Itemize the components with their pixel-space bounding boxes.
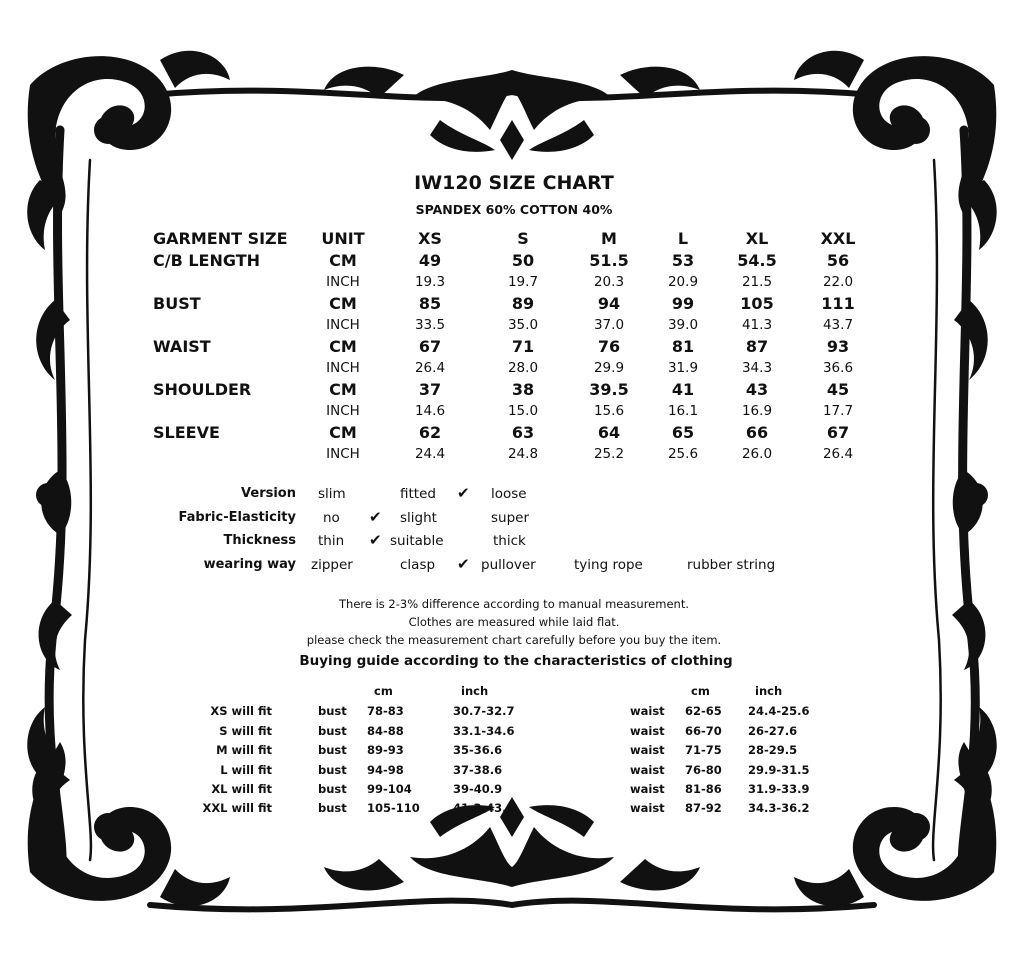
guide-waist-inch: 31.9-33.9 bbox=[748, 782, 810, 796]
unit-inch: INCH bbox=[326, 360, 360, 376]
guide-bust-label: bust bbox=[318, 763, 347, 777]
inch-value: 21.5 bbox=[741, 274, 773, 290]
unit-cm: CM bbox=[329, 380, 357, 399]
cm-value: 51.5 bbox=[589, 251, 629, 270]
inch-value: 36.6 bbox=[822, 360, 854, 376]
attribute-option: slight bbox=[400, 510, 437, 526]
attribute-option: no bbox=[323, 510, 340, 526]
cm-value: 43 bbox=[745, 380, 769, 399]
guide-bust-label: bust bbox=[318, 704, 347, 718]
inch-value: 39.0 bbox=[667, 317, 699, 333]
note-line: please check the measurement chart carefully before you buy the item. bbox=[306, 633, 722, 647]
inch-value: 28.0 bbox=[507, 360, 539, 376]
inch-value: 16.9 bbox=[741, 403, 773, 419]
guide-waist-cm: 66-70 bbox=[685, 724, 722, 738]
inch-value: 20.3 bbox=[593, 274, 625, 290]
unit-header: UNIT bbox=[321, 229, 365, 248]
inch-value: 17.7 bbox=[822, 403, 854, 419]
guide-waist-inch: 34.3-36.2 bbox=[748, 801, 810, 815]
attribute-option: loose bbox=[491, 486, 527, 502]
note-line: Clothes are measured while laid flat. bbox=[408, 615, 620, 629]
unit-inch: INCH bbox=[326, 274, 360, 290]
unit-cm: CM bbox=[329, 251, 357, 270]
check-icon: ✔ bbox=[369, 531, 382, 549]
attribute-option: thin bbox=[318, 533, 345, 549]
inch-value: 26.4 bbox=[822, 446, 854, 462]
inch-value: 26.0 bbox=[741, 446, 773, 462]
inch-value: 15.6 bbox=[593, 403, 625, 419]
cm-value: 50 bbox=[511, 251, 535, 270]
inch-value: 31.9 bbox=[667, 360, 699, 376]
guide-waist-cm: 71-75 bbox=[685, 743, 722, 757]
guide-inch-header: inch bbox=[461, 684, 489, 698]
cm-value: 87 bbox=[745, 337, 769, 356]
size-header: XXL bbox=[820, 229, 856, 248]
inch-value: 35.0 bbox=[507, 317, 539, 333]
measurement-label: SHOULDER bbox=[153, 380, 252, 399]
guide-cm-header: cm bbox=[691, 684, 710, 698]
guide-waist-label: waist bbox=[630, 704, 665, 718]
measurement-label: WAIST bbox=[153, 337, 211, 356]
size-header: XL bbox=[745, 229, 769, 248]
guide-fit-label: XXL will fit bbox=[202, 801, 272, 815]
guide-bust-label: bust bbox=[318, 801, 347, 815]
guide-waist-inch: 24.4-25.6 bbox=[748, 704, 810, 718]
inch-value: 25.2 bbox=[593, 446, 625, 462]
cm-value: 94 bbox=[597, 294, 621, 313]
size-header: S bbox=[517, 229, 529, 248]
cm-value: 62 bbox=[418, 423, 442, 442]
page-title: IW120 SIZE CHART bbox=[414, 172, 614, 194]
check-icon: ✔ bbox=[457, 484, 470, 502]
cm-value: 93 bbox=[826, 337, 850, 356]
attribute-option: fitted bbox=[400, 486, 436, 502]
cm-value: 53 bbox=[671, 251, 695, 270]
attribute-option: rubber string bbox=[687, 557, 776, 573]
fabric-composition: SPANDEX 60% COTTON 40% bbox=[415, 202, 613, 217]
attribute-option: suitable bbox=[390, 533, 444, 549]
attribute-option: pullover bbox=[481, 557, 536, 573]
guide-waist-label: waist bbox=[630, 743, 665, 757]
cm-value: 41 bbox=[671, 380, 695, 399]
cm-value: 67 bbox=[418, 337, 442, 356]
guide-fit-label: S will fit bbox=[219, 724, 272, 738]
guide-bust-label: bust bbox=[318, 743, 347, 757]
guide-bust-label: bust bbox=[318, 782, 347, 796]
guide-bust-cm: 105-110 bbox=[367, 801, 420, 815]
inch-value: 43.7 bbox=[822, 317, 854, 333]
inch-value: 41.3 bbox=[741, 317, 773, 333]
measurement-label: BUST bbox=[153, 294, 201, 313]
attribute-label: Thickness bbox=[223, 533, 296, 548]
guide-waist-label: waist bbox=[630, 724, 665, 738]
guide-waist-inch: 28-29.5 bbox=[748, 743, 798, 757]
guide-bust-label: bust bbox=[318, 724, 347, 738]
inch-value: 25.6 bbox=[667, 446, 699, 462]
cm-value: 38 bbox=[511, 380, 535, 399]
size-header: XS bbox=[418, 229, 442, 248]
guide-bust-cm: 89-93 bbox=[367, 743, 404, 757]
inch-value: 24.4 bbox=[414, 446, 446, 462]
guide-waist-label: waist bbox=[630, 782, 665, 796]
guide-bust-inch: 30.7-32.7 bbox=[453, 704, 515, 718]
cm-value: 39.5 bbox=[589, 380, 629, 399]
guide-fit-label: XL will fit bbox=[211, 782, 272, 796]
cm-value: 56 bbox=[826, 251, 850, 270]
guide-bust-inch: 39-40.9 bbox=[453, 782, 503, 796]
guide-waist-label: waist bbox=[630, 801, 665, 815]
unit-inch: INCH bbox=[326, 446, 360, 462]
check-icon: ✔ bbox=[369, 508, 382, 526]
garment-size-header: GARMENT SIZE bbox=[153, 229, 288, 248]
measurement-label: C/B LENGTH bbox=[153, 251, 261, 270]
inch-value: 15.0 bbox=[507, 403, 539, 419]
cm-value: 63 bbox=[511, 423, 535, 442]
guide-waist-label: waist bbox=[630, 763, 665, 777]
attribute-label: Fabric-Elasticity bbox=[178, 510, 296, 525]
guide-waist-cm: 62-65 bbox=[685, 704, 722, 718]
cm-value: 111 bbox=[821, 294, 855, 313]
inch-value: 20.9 bbox=[667, 274, 699, 290]
inch-value: 16.1 bbox=[667, 403, 699, 419]
attribute-option: zipper bbox=[311, 557, 353, 573]
guide-fit-label: XS will fit bbox=[210, 704, 272, 718]
size-header: L bbox=[677, 229, 689, 248]
unit-cm: CM bbox=[329, 294, 357, 313]
guide-waist-inch: 29.9-31.5 bbox=[748, 763, 810, 777]
inch-value: 19.3 bbox=[414, 274, 446, 290]
unit-cm: CM bbox=[329, 337, 357, 356]
cm-value: 99 bbox=[671, 294, 695, 313]
inch-value: 34.3 bbox=[741, 360, 773, 376]
buying-guide-title: Buying guide according to the characteristics of clothing bbox=[299, 653, 733, 669]
size-header: M bbox=[601, 229, 617, 248]
cm-value: 89 bbox=[511, 294, 535, 313]
cm-value: 67 bbox=[826, 423, 850, 442]
inch-value: 24.8 bbox=[507, 446, 539, 462]
inch-value: 29.9 bbox=[593, 360, 625, 376]
cm-value: 37 bbox=[418, 380, 442, 399]
guide-cm-header: cm bbox=[374, 684, 393, 698]
attribute-option: thick bbox=[493, 533, 526, 549]
attribute-option: slim bbox=[318, 486, 346, 502]
unit-inch: INCH bbox=[326, 403, 360, 419]
inch-value: 22.0 bbox=[822, 274, 854, 290]
guide-bust-cm: 78-83 bbox=[367, 704, 404, 718]
guide-bust-inch: 33.1-34.6 bbox=[453, 724, 515, 738]
guide-bust-inch: 37-38.6 bbox=[453, 763, 503, 777]
attribute-option: tying rope bbox=[574, 557, 643, 573]
guide-fit-label: M will fit bbox=[216, 743, 272, 757]
inch-value: 26.4 bbox=[414, 360, 446, 376]
cm-value: 54.5 bbox=[737, 251, 777, 270]
guide-bust-cm: 99-104 bbox=[367, 782, 412, 796]
guide-bust-inch: 35-36.6 bbox=[453, 743, 503, 757]
check-icon: ✔ bbox=[457, 555, 470, 573]
attribute-option: super bbox=[491, 510, 530, 526]
cm-value: 71 bbox=[511, 337, 535, 356]
guide-waist-cm: 81-86 bbox=[685, 782, 722, 796]
guide-bust-cm: 94-98 bbox=[367, 763, 404, 777]
attribute-label: Version bbox=[241, 486, 296, 501]
cm-value: 81 bbox=[671, 337, 695, 356]
guide-waist-inch: 26-27.6 bbox=[748, 724, 798, 738]
unit-inch: INCH bbox=[326, 317, 360, 333]
cm-value: 64 bbox=[597, 423, 621, 442]
cm-value: 85 bbox=[418, 294, 442, 313]
attribute-option: clasp bbox=[400, 557, 436, 573]
guide-waist-cm: 87-92 bbox=[685, 801, 722, 815]
cm-value: 66 bbox=[745, 423, 769, 442]
guide-bust-inch: 41.3-43.3 bbox=[453, 801, 515, 815]
cm-value: 105 bbox=[740, 294, 774, 313]
cm-value: 45 bbox=[826, 380, 850, 399]
inch-value: 37.0 bbox=[593, 317, 625, 333]
guide-waist-cm: 76-80 bbox=[685, 763, 722, 777]
measurement-label: SLEEVE bbox=[153, 423, 220, 442]
cm-value: 65 bbox=[671, 423, 695, 442]
guide-inch-header: inch bbox=[755, 684, 783, 698]
cm-value: 76 bbox=[597, 337, 621, 356]
note-line: There is 2-3% difference according to manual measurement. bbox=[339, 597, 689, 611]
inch-value: 33.5 bbox=[414, 317, 446, 333]
inch-value: 14.6 bbox=[414, 403, 446, 419]
unit-cm: CM bbox=[329, 423, 357, 442]
guide-fit-label: L will fit bbox=[220, 763, 272, 777]
inch-value: 19.7 bbox=[507, 274, 539, 290]
attribute-label: wearing way bbox=[203, 557, 296, 572]
cm-value: 49 bbox=[418, 251, 442, 270]
guide-bust-cm: 84-88 bbox=[367, 724, 404, 738]
